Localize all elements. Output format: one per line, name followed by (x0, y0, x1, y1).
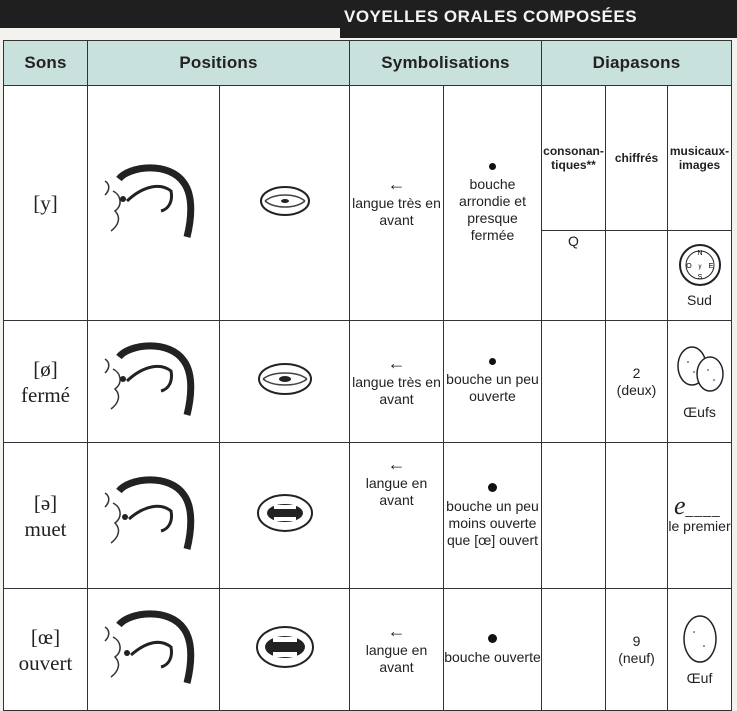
sound-symbol: [ø] (33, 356, 58, 381)
consonantique-value: Q (568, 233, 579, 249)
mouth-text: bouche un peu ouverte (446, 371, 539, 404)
compass-n: N (696, 250, 703, 257)
image-cell (668, 589, 732, 711)
image-caption: Œufs (683, 404, 716, 420)
header-musicaux: musicaux-images (668, 86, 732, 231)
mouth-diagram (220, 443, 350, 589)
chiffre-value: 2 (632, 364, 641, 381)
consonantique-cell (542, 321, 606, 443)
eggs-icon (674, 342, 726, 400)
header-sons: Sons (4, 41, 88, 86)
header-positions: Positions (88, 41, 350, 86)
consonantique-cell (542, 231, 606, 321)
image-cell (668, 321, 732, 443)
sound-symbol: [ə] (33, 490, 58, 515)
sound-sub: fermé (21, 382, 70, 407)
image-cell: e____ le premier (668, 443, 732, 589)
sound-cell (4, 86, 88, 321)
tongue-position-icon (99, 161, 209, 241)
tongue-text: langue en avant (365, 641, 428, 675)
tongue-text: langue en avant (365, 475, 428, 508)
mouth-rounded-icon (257, 183, 313, 219)
mouth-slightly-open-icon (255, 360, 315, 398)
consonantique-cell (542, 443, 606, 589)
tongue-diagram (88, 321, 220, 443)
tongue-symbol-cell (350, 86, 444, 321)
header-diapasons: Diapasons (542, 41, 732, 86)
tongue-text: langue très en avant (352, 195, 441, 228)
chiffre-cell (606, 231, 668, 321)
mouth-diagram (220, 321, 350, 443)
dot-icon (488, 634, 497, 643)
chiffre-sub: (deux) (616, 381, 657, 398)
title-notch (0, 28, 340, 38)
sound-symbol: [y] (33, 191, 58, 215)
mouth-symbol-cell (444, 443, 542, 589)
header-consonantiques: consonan-tiques** (542, 86, 606, 231)
title-band (0, 0, 737, 38)
consonantique-cell (542, 589, 606, 711)
mouth-diagram (220, 589, 350, 711)
compass-s: S (697, 274, 702, 281)
sound-sub: muet (24, 516, 67, 541)
left-arrow-icon: ← (387, 620, 406, 641)
mouth-wide-open-icon (253, 623, 317, 671)
page-title: VOYELLES ORALES COMPOSÉES (344, 7, 638, 26)
chiffre-sub: (neuf) (618, 649, 655, 666)
dot-icon (488, 483, 497, 492)
mouth-text: bouche ouverte (444, 648, 541, 665)
image-caption: le premier (668, 517, 731, 534)
tongue-position-icon (99, 339, 209, 419)
chiffre-cell (606, 321, 668, 443)
mouth-open-icon (254, 491, 316, 535)
tongue-position-icon (99, 473, 209, 553)
tongue-diagram (88, 443, 220, 589)
compass-o: O (685, 263, 692, 270)
image-caption: Sud (687, 292, 712, 308)
left-arrow-icon: ← (387, 352, 406, 373)
header-chiffres: chiffrés (606, 86, 668, 231)
sound-cell (4, 443, 88, 589)
tongue-position-icon (99, 607, 209, 687)
image-caption: Œuf (686, 670, 713, 686)
left-arrow-icon: ← (387, 174, 406, 194)
chiffre-cell (606, 443, 668, 589)
left-arrow-icon: ← (387, 454, 406, 474)
dot-icon (489, 163, 496, 170)
dot-icon (489, 358, 496, 365)
mouth-symbol-cell (444, 589, 542, 711)
compass-y: y (698, 264, 701, 270)
tongue-symbol-cell (350, 443, 444, 589)
image-cell (668, 231, 732, 321)
mouth-text: bouche un peu moins ouverte que [œ] ouvert (446, 497, 539, 548)
compass-e: E (708, 263, 713, 270)
letter-e-image: e (674, 490, 686, 520)
sound-cell (4, 321, 88, 443)
mouth-diagram (220, 86, 350, 321)
tongue-diagram (88, 589, 220, 711)
compass-icon (677, 242, 723, 288)
header-symbolisations: Symbolisations (350, 41, 542, 86)
tongue-text: langue très en avant (352, 373, 441, 407)
tongue-diagram (88, 86, 220, 321)
egg-icon (680, 612, 720, 666)
tongue-symbol-cell (350, 589, 444, 711)
mouth-text: bouche arrondie et presque fermée (459, 175, 526, 243)
sound-cell (4, 589, 88, 711)
tongue-symbol-cell (350, 321, 444, 443)
mouth-symbol-cell (444, 321, 542, 443)
chiffre-cell (606, 589, 668, 711)
sound-sub: ouvert (18, 650, 73, 675)
vowel-table (3, 40, 732, 711)
sound-symbol: [œ] (30, 624, 61, 649)
mouth-symbol-cell (444, 86, 542, 321)
chiffre-value: 9 (632, 632, 641, 649)
